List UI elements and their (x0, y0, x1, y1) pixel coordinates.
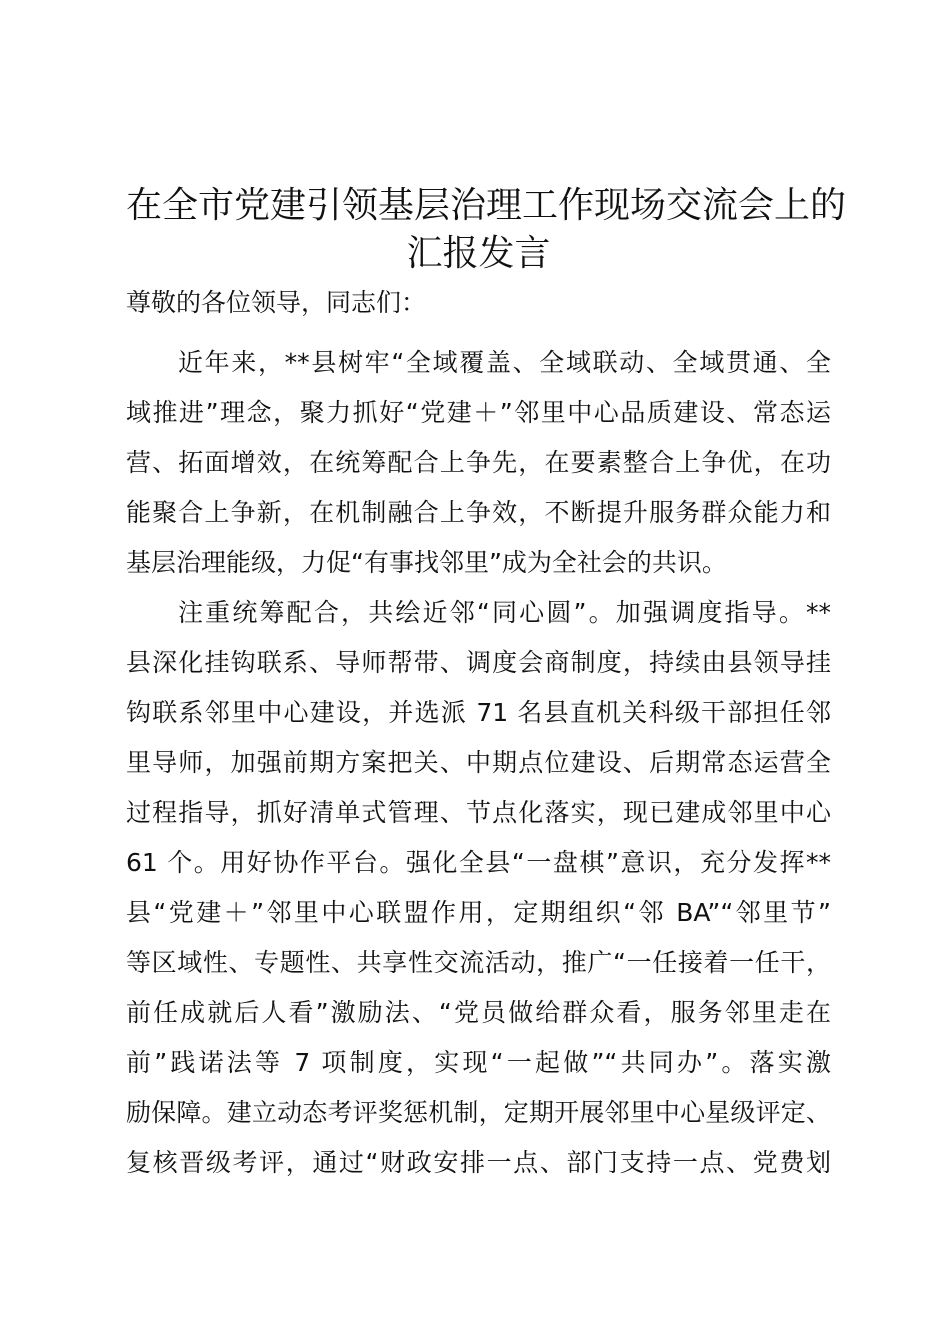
paragraph-intro (126, 338, 831, 588)
text-line: 域推进”理念，聚力抓好“党建＋”邻里中心品质建设、常态运 (126, 398, 831, 427)
document-page (126, 182, 847, 1188)
text-line: 近年来，**县树牢“全域覆盖、全域联动、全域贯通、全 (178, 348, 831, 377)
document-title (126, 182, 847, 278)
text-line: 县“党建＋”邻里中心联盟作用，定期组织“邻 BA”“邻里节” (126, 898, 831, 927)
greeting: 尊敬的各位领导，同志们： (126, 288, 427, 317)
text-line: 前”践诺法等 7 项制度，实现“一起做”“共同办”。落实激 (126, 1048, 831, 1077)
text-line: 注重统筹配合，共绘近邻“同心圆”。加强调度指导。** (178, 598, 831, 627)
text-line: 营、拓面增效，在统筹配合上争先，在要素整合上争优，在功 (126, 448, 831, 477)
text-line: 基层治理能级，力促“有事找邻里”成为全社会的共识。 (126, 548, 727, 577)
text-line: 过程指导，抓好清单式管理、节点化落实，现已建成邻里中心 (126, 798, 831, 827)
paragraph-coordination (126, 588, 831, 1188)
title-line: 在全市党建引领基层治理工作现场交流会上的 (126, 185, 847, 226)
text-line: 励保障。建立动态考评奖惩机制，定期开展邻里中心星级评定、 (126, 1098, 831, 1127)
text-line: 前任成就后人看”激励法、“党员做给群众看，服务邻里走在 (126, 998, 831, 1027)
text-line: 等区域性、专题性、共享性交流活动，推广“一任接着一任干， (126, 948, 831, 977)
text-line: 复核晋级考评，通过“财政安排一点、部门支持一点、党费划 (126, 1148, 831, 1177)
text-line: 县深化挂钩联系、导师帮带、调度会商制度，持续由县领导挂 (126, 648, 831, 677)
text-line: 能聚合上争新，在机制融合上争效，不断提升服务群众能力和 (126, 498, 831, 527)
text-line: 钩联系邻里中心建设，并选派 71 名县直机关科级干部担任邻 (126, 698, 831, 727)
text-line: 61 个。用好协作平台。强化全县“一盘棋”意识，充分发挥** (126, 848, 831, 877)
text-line: 里导师，加强前期方案把关、中期点位建设、后期常态运营全 (126, 748, 831, 777)
title-line: 汇报发言 (406, 233, 551, 274)
